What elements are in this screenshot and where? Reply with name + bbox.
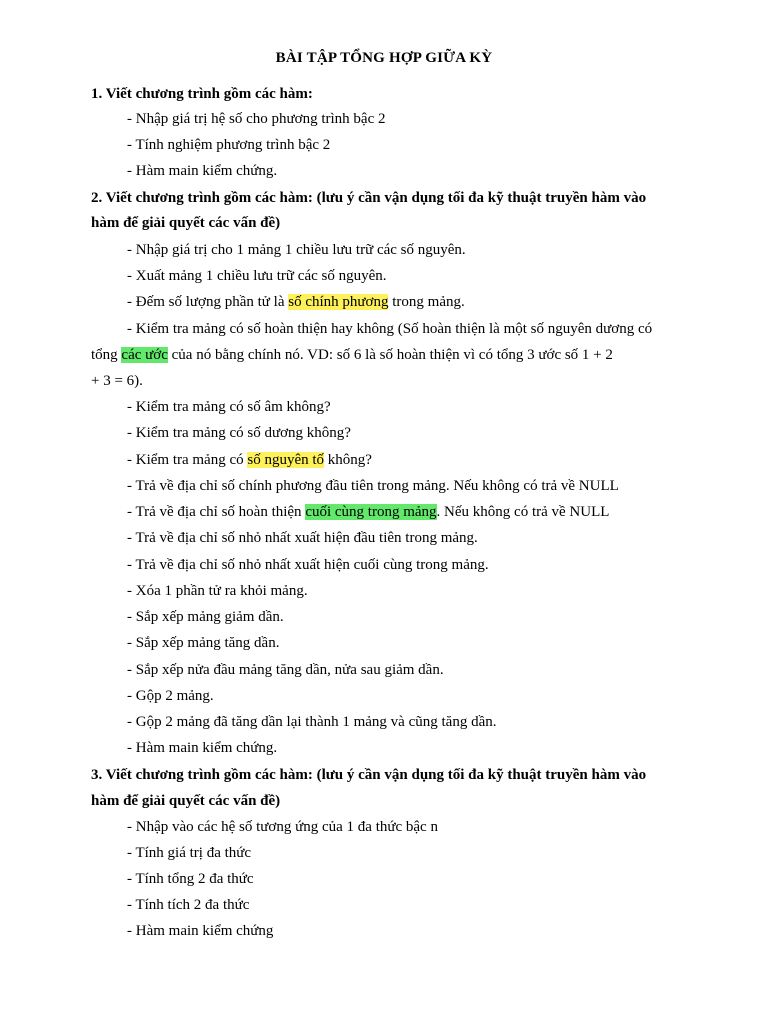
list-item-cont <box>91 345 613 365</box>
list-item: - Gộp 2 mảng đã tăng dần lại thành 1 mảng và cũng tăng dần. <box>127 714 497 730</box>
highlighted-text: số nguyên tố <box>247 452 325 468</box>
list-item <box>127 292 465 312</box>
list-item: - Trả về địa chỉ số nhỏ nhất xuất hiện cuối cùng trong mảng. <box>127 557 489 573</box>
section-3-heading: 3. Viết chương trình gồm các hàm: (lưu ý cần vận dụng tối đa kỹ thuật truyền hàm vào <box>91 767 647 783</box>
list-item: - Hàm main kiểm chứng. <box>127 740 278 756</box>
highlighted-text: cuối cùng trong mảng <box>305 504 437 520</box>
list-item: - Tính tích 2 đa thức <box>127 897 250 913</box>
list-item: - Xuất mảng 1 chiều lưu trữ các số nguyên. <box>127 268 387 284</box>
list-item: - Nhập vào các hệ số tương ứng của 1 đa thức bậc n <box>127 819 438 835</box>
list-item: - Hàm main kiểm chứng. <box>127 163 278 179</box>
list-item: - Kiểm tra mảng có số dương không? <box>127 425 351 441</box>
list-item: - Sắp xếp mảng giảm dần. <box>127 609 284 625</box>
list-item: - Hàm main kiểm chứng <box>127 923 274 939</box>
list-item: - Tính tổng 2 đa thức <box>127 871 254 887</box>
list-item: - Sắp xếp nửa đầu mảng tăng dần, nửa sau giảm dần. <box>127 662 444 678</box>
item-text: không? <box>324 452 372 468</box>
list-item: - Nhập giá trị cho 1 mảng 1 chiều lưu trữ các số nguyên. <box>127 242 466 258</box>
item-text: - Đếm số lượng phần tử là <box>127 294 289 310</box>
list-item: - Kiểm tra mảng có số hoàn thiện hay không (Số hoàn thiện là một số nguyên dương có <box>127 321 653 337</box>
item-text: - Trả về địa chỉ số hoàn thiện <box>127 504 306 520</box>
list-item: - Trả về địa chỉ số chính phương đầu tiên trong mảng. Nếu không có trả về NULL <box>127 478 619 494</box>
item-text: trong mảng. <box>388 294 465 310</box>
list-item: - Tính nghiệm phương trình bậc 2 <box>127 137 331 153</box>
highlighted-text: số chính phương <box>288 294 389 310</box>
list-item <box>127 450 372 470</box>
highlighted-text: các ước <box>121 347 168 363</box>
item-text: . Nếu không có trả về NULL <box>436 504 610 520</box>
list-item: - Sắp xếp mảng tăng dần. <box>127 635 280 651</box>
item-text: - Kiểm tra mảng có <box>127 452 248 468</box>
list-item: - Gộp 2 mảng. <box>127 688 214 704</box>
list-item: - Nhập giá trị hệ số cho phương trình bậc 2 <box>127 111 386 127</box>
list-item: - Trả về địa chỉ số nhỏ nhất xuất hiện đầu tiên trong mảng. <box>127 530 478 546</box>
item-text: tổng <box>91 347 122 363</box>
section-2-heading-cont: hàm để giải quyết các vấn đề) <box>91 215 281 231</box>
list-item: - Xóa 1 phần tử ra khỏi mảng. <box>127 583 308 599</box>
section-3-heading-cont: hàm để giải quyết các vấn đề) <box>91 793 281 809</box>
section-2-heading: 2. Viết chương trình gồm các hàm: (lưu ý cần vận dụng tối đa kỹ thuật truyền hàm vào <box>91 190 647 206</box>
document-title: BÀI TẬP TỔNG HỢP GIỮA KỲ <box>275 50 493 66</box>
list-item <box>127 502 609 522</box>
item-text: của nó bằng chính nó. VD: số 6 là số hoàn thiện vì có tổng 3 ước số 1 + 2 <box>167 347 613 363</box>
section-1-heading: 1. Viết chương trình gồm các hàm: <box>91 86 313 102</box>
list-item: - Tính giá trị đa thức <box>127 845 252 861</box>
list-item-cont: + 3 = 6). <box>91 373 143 389</box>
list-item: - Kiểm tra mảng có số âm không? <box>127 399 331 415</box>
